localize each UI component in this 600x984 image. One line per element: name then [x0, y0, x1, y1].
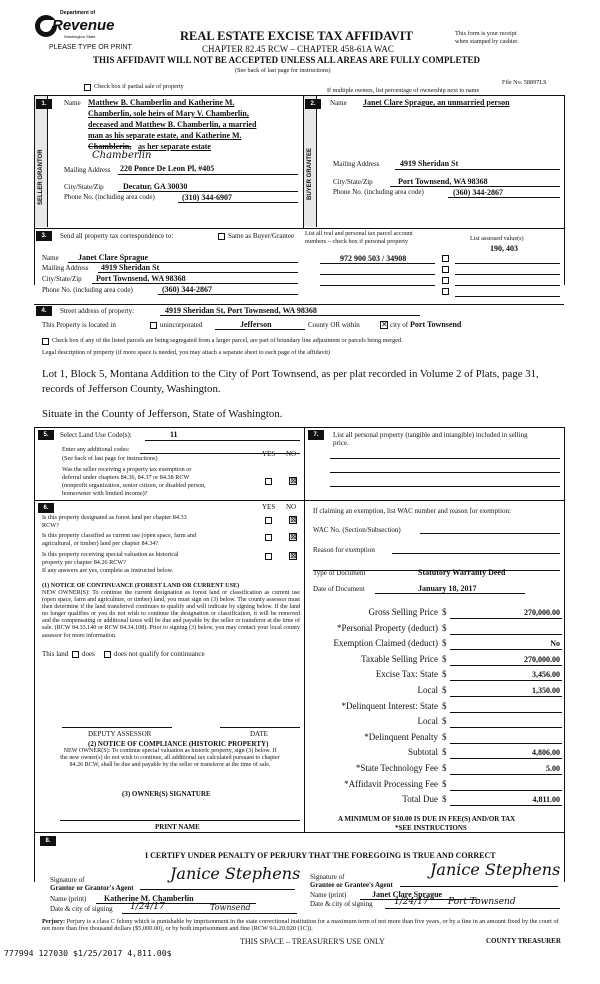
- additional-codes-label-1: Enter any additional codes:: [62, 446, 130, 453]
- print-name-label: PRINT NAME: [155, 823, 200, 831]
- tax-row-label: *Delinquent Interest: State: [341, 701, 438, 711]
- tax-row-value: 3,456.00: [532, 670, 560, 679]
- tax-row-label: Excise Tax: State: [375, 669, 438, 679]
- assessed-value: 190, 403: [490, 244, 518, 253]
- tax-corr-city: Port Townsend, WA 98368: [96, 274, 186, 283]
- tax-row-currency: $: [442, 669, 447, 679]
- s6-q1-line-2: RCW?: [42, 522, 59, 529]
- buyer-mailing: 4919 Sheridan St: [400, 159, 459, 168]
- grantor-city: Townsend: [210, 903, 251, 912]
- parcel-header-1: List all real and personal tax parcel account: [305, 230, 413, 237]
- grantor-sig-label-2: Grantor or Grantor's Agent: [50, 884, 134, 892]
- receipt-note-1: This form is your receipt: [455, 30, 517, 37]
- tax-row-underline: [450, 790, 562, 791]
- tax-row-label: Gross Selling Price: [368, 607, 438, 617]
- exempt-question-2: deferral under chapters 84.36, 84.37 or 84.38 RCW: [62, 474, 190, 481]
- tax-row-underline: [450, 634, 562, 635]
- payment-stamp: 777994 127030 $1/25/2017 4,811.00$: [4, 948, 172, 958]
- tax-row-currency: $: [442, 732, 447, 742]
- seller-handwritten-correction: Chamberlin: [92, 150, 152, 161]
- notice-1-text: NEW OWNER(S): To continue the current designation as forest land or classification as current use (open space, farm and agriculture, or timber) land, you must sign on (3) below. The county assessor must then determine if the land transferred continues to qualify and will indicate by signing below. If the land no longer qualifies or you do not wish to continue the designation or classification, it will be removed and the compensating or additional taxes will be due and payable by the seller or transferor at the time of sale. (RCW 84.33.140 or RCW 84.34.108). Prior to signing (3) below, you may contact your local county assessor for more information.: [42, 590, 300, 639]
- seller-city-label: City/State/Zip: [64, 183, 104, 191]
- grantee-name-label: Name (print): [310, 891, 347, 899]
- tax-row-currency: $: [442, 623, 447, 633]
- tax-corr-name-label: Name: [42, 254, 59, 262]
- tax-row-label: Taxable Selling Price: [361, 654, 438, 664]
- form-warning: THIS AFFIDAVIT WILL NOT BE ACCEPTED UNLESS ALL AREAS ARE FULLY COMPLETED: [93, 55, 481, 65]
- seller-name-struck: Chamblerin,: [88, 142, 132, 151]
- seller-mailing: 220 Ponce De Leon Pl, #405: [120, 164, 215, 173]
- buyer-side-label: BUYER GRANTEE: [307, 147, 313, 200]
- tax-row-underline: [450, 712, 562, 713]
- s6-q2-line-2: agricultural, or timber) land per chapter 84.34?: [42, 540, 159, 547]
- land-does-not-label: does not qualify for continuance: [114, 650, 205, 658]
- logo-sub: Washington State: [64, 34, 96, 39]
- multiple-owners-label: If multiple owners, list percentage of ownership next to name: [327, 87, 480, 94]
- buyer-name-label: Name: [330, 99, 347, 107]
- land-use-yes: YES: [262, 450, 276, 458]
- tax-row-value: 270,000.00: [524, 655, 560, 664]
- tax-corr-city-label: City/State/Zip: [42, 275, 82, 283]
- tax-row-value: No: [550, 639, 560, 648]
- tax-row-label: *Delinquent Penalty: [364, 732, 438, 742]
- tax-row-value: 270,000.00: [524, 608, 560, 617]
- forest-no-checkbox[interactable]: ⊠: [290, 515, 297, 524]
- seller-name-label: Name: [64, 99, 81, 107]
- county-name: Jefferson: [240, 320, 272, 329]
- tax-row-underline: [450, 758, 562, 759]
- grantee-sig-label-2: Grantee or Grantee's Agent: [310, 881, 393, 889]
- document-date-label: Date of Document: [313, 585, 365, 593]
- grantor-sig-label-1: Signature of: [50, 876, 85, 884]
- seller-mailing-label: Mailing Address: [64, 166, 111, 174]
- grantee-sig-label-1: Signature of: [310, 873, 345, 881]
- personal-property-checkbox-3[interactable]: [442, 277, 449, 284]
- seller-city: Decatur, GA 30030: [123, 182, 188, 191]
- tax-row-label: Subtotal: [407, 747, 438, 757]
- tax-row-label: Local: [417, 716, 438, 726]
- parcel-number: 972 900 503 / 34908: [340, 254, 407, 263]
- located-prefix: This Property is located in: [42, 321, 116, 329]
- form-chapter: CHAPTER 82.45 RCW – CHAPTER 458-61A WAC: [202, 44, 394, 54]
- buyer-mailing-label: Mailing Address: [333, 160, 380, 168]
- tax-row-underline: [450, 743, 562, 744]
- tax-correspondence-label: Send all property tax correspondence to:: [60, 232, 174, 240]
- seller-name-line-3: deceased and Matthew B. Chamberlin, a married: [88, 120, 257, 129]
- legal-description-label: Legal description of property (if more space is needed, you may attach a separate sheet to each page of the affidavit): [42, 349, 330, 356]
- seller-phone-label: Phone No. (including area code): [64, 193, 155, 201]
- tax-row-currency: $: [442, 638, 447, 648]
- tax-row-currency: $: [442, 716, 447, 726]
- seller-name-line-2: Chamberlin, sole heirs of Mary V. Chamberlin,: [88, 109, 249, 118]
- grantor-name-label: Name (print): [50, 895, 87, 903]
- section-4-badge: 4.: [36, 306, 52, 316]
- land-does-label: does: [82, 650, 95, 658]
- tax-corr-mailing-label: Mailing Address: [42, 264, 89, 272]
- form-see-back: (See back of last page for instructions): [235, 67, 331, 74]
- tax-row-value: 4,811.00: [532, 795, 560, 804]
- certify-text: I CERTIFY UNDER PENALTY OF PERJURY THAT THE FOREGOING IS TRUE AND CORRECT: [145, 851, 496, 860]
- tax-row-underline: [450, 805, 562, 806]
- section-7-badge: 7.: [308, 430, 324, 440]
- wac-label: WAC No. (Section/Subsection): [313, 526, 401, 534]
- s6-q1-line-1: Is this property designated as forest land per chapter 84.33: [42, 514, 187, 521]
- grantee-name: Janet Clare Sprague: [372, 890, 443, 899]
- tax-row-underline: [450, 649, 562, 650]
- dor-logo: [34, 8, 115, 42]
- tax-row-underline: [450, 727, 562, 728]
- notice-2-text: NEW OWNER(S): To continue special valuation as historic property, sign (3) below. If the new owner(s) do not wish to continue, all additional tax calculated pursuant to chapter 84.26 RCW, shall be due and payable by the seller or transferor at the time of sale.: [60, 748, 280, 769]
- grantor-signature: Janice Stephens: [170, 864, 301, 883]
- land-does-not-checkbox[interactable]: [104, 651, 111, 658]
- s6-q2-line-1: Is this property classified as current use (open space, farm and: [42, 532, 197, 539]
- city-name: Port Townsend: [410, 320, 462, 329]
- grantee-city: Port Townsend: [448, 897, 516, 907]
- tax-row-label: Local: [417, 685, 438, 695]
- tax-row-currency: $: [442, 747, 447, 757]
- section-1-badge: 1.: [36, 99, 52, 109]
- document-type: Statutory Warranty Deed: [418, 568, 506, 577]
- tax-row-label: Total Due: [402, 794, 438, 804]
- section-2-badge: 2.: [305, 99, 321, 109]
- segregated-label: Check box if any of the listed parcels are being segregated from a larger parcel, are part of boundary line adjustment or parcels being merged.: [52, 337, 403, 344]
- receipt-note-2: when stamped by cashier.: [455, 38, 519, 45]
- buyer-city: Port Townsend, WA 98368: [398, 177, 488, 186]
- city-of-label: city of: [390, 321, 409, 329]
- exempt-question-4: homeowner with limited income)?: [62, 490, 148, 497]
- additional-codes-label-2: (See back of last page for instructions): [62, 455, 158, 462]
- personal-property-label-2: price.: [333, 439, 349, 447]
- current-use-no-checkbox[interactable]: ⊠: [290, 532, 297, 541]
- s6-q3-line-2: property per chapter 84.26 RCW?: [42, 559, 127, 566]
- seller-name-line-1: Matthew B. Chamberlin and Katherine M.: [88, 98, 235, 107]
- unincorporated-checkbox[interactable]: [150, 322, 157, 329]
- perjury-label: Perjury:: [42, 918, 66, 925]
- tax-row-currency: $: [442, 701, 447, 711]
- legal-line-2: records of Jefferson County, Washington.: [42, 383, 221, 395]
- logo-word: Revenue: [52, 17, 115, 34]
- tax-row-value: 1,350.00: [532, 686, 560, 695]
- land-use-code: 11: [170, 430, 178, 439]
- form-title: REAL ESTATE EXCISE TAX AFFIDAVIT: [180, 29, 413, 43]
- grantor-date: 1/24/17: [130, 902, 165, 912]
- tax-row-label: *Affidavit Processing Fee: [344, 779, 438, 789]
- partial-sale-label: Check box if partial sale of property: [94, 83, 184, 90]
- same-as-buyer-label: Same as Buyer/Grantee: [228, 232, 295, 240]
- partial-sale-checkbox[interactable]: [84, 84, 91, 91]
- street-address: 4919 Sheridan St, Port Townsend, WA 98368: [165, 306, 317, 315]
- document-type-label: Type of Document: [313, 569, 366, 577]
- tax-row-currency: $: [442, 794, 447, 804]
- grantor-date-label: Date & city of signing: [50, 905, 113, 913]
- tax-row-currency: $: [442, 763, 447, 773]
- s6-q4: If any answers are yes, complete as instructed below.: [42, 567, 174, 574]
- tax-row-label: *Personal Property (deduct): [337, 623, 438, 633]
- assessed-header: List assessed value(s): [470, 235, 524, 242]
- legal-line-1: Lot 1, Block 5, Montana Addition to the City of Port Townsend, as per plat recorded in Volume 2 of Plats, page 31,: [42, 368, 539, 380]
- owner-signature-label: (3) OWNER(S) SIGNATURE: [122, 790, 211, 798]
- exempt-yes-checkbox[interactable]: [265, 478, 272, 485]
- assessor-date-label: DATE: [250, 730, 268, 738]
- minimum-note: A MINIMUM OF $10.00 IS DUE IN FEE(S) AND/OR TAX: [338, 815, 516, 823]
- personal-property-checkbox-1[interactable]: [442, 255, 449, 262]
- tax-corr-mailing: 4919 Sheridan St: [101, 263, 160, 272]
- seller-phone: (310) 344-6907: [182, 193, 232, 202]
- seller-name-last: as her separate estate: [138, 142, 211, 151]
- tax-corr-phone: (360) 344-2867: [162, 285, 212, 294]
- forest-yes-checkbox[interactable]: [265, 517, 272, 524]
- please-type: PLEASE TYPE OR PRINT: [49, 44, 132, 51]
- buyer-name: Janet Clare Sprague, an unmarried person: [363, 98, 510, 107]
- tax-corr-name: Janet Clare Sprague: [78, 253, 149, 262]
- notice-2-title: (2) NOTICE OF COMPLIANCE (HISTORIC PROPERTY): [88, 740, 269, 748]
- section-5-badge: 5.: [38, 430, 54, 440]
- segregated-checkbox[interactable]: [42, 338, 49, 345]
- exemption-claim-label: If claiming an exemption, list WAC number and reason for exemption:: [313, 507, 511, 515]
- see-instructions: *SEE INSTRUCTIONS: [395, 824, 467, 832]
- buyer-phone: (360) 344-2867: [453, 188, 503, 197]
- tax-row-value: 5.00: [546, 764, 560, 773]
- tax-row-underline: [450, 680, 562, 681]
- same-as-buyer-checkbox[interactable]: [218, 233, 225, 240]
- perjury-text: [42, 918, 562, 932]
- seller-side-label: SELLER GRANTOR: [38, 149, 44, 205]
- county-or-within: County OR within: [308, 321, 360, 329]
- exempt-no-checkbox[interactable]: ⊠: [290, 476, 297, 485]
- exempt-question-1: Was the seller receiving a property tax exemption or: [62, 466, 192, 473]
- within-city-checkbox[interactable]: ✕: [381, 320, 388, 329]
- s6-q3-line-1: Is this property receiving special valuation as historical: [42, 551, 179, 558]
- file-number: File No. 58897LS: [502, 79, 547, 86]
- deputy-assessor-label: DEPUTY ASSESSOR: [88, 730, 152, 738]
- exempt-question-3: (nonprofit organization, senior citizen, or disabled person,: [62, 482, 206, 489]
- personal-property-checkbox-4[interactable]: [442, 288, 449, 295]
- tax-row-label: *State Technology Fee: [355, 763, 438, 773]
- this-land-label: This land: [42, 650, 69, 658]
- land-use-no: NO: [286, 450, 297, 458]
- section-3-badge: 3.: [36, 231, 52, 241]
- grantee-date: 1/24/17: [394, 897, 429, 907]
- buyer-phone-label: Phone No. (including area code): [333, 188, 424, 196]
- current-use-yes-checkbox[interactable]: [265, 534, 272, 541]
- perjury-body: Perjury is a class C felony which is punishable by imprisonment in the state correctional institution for a maximum term of not more than five years, or by a fine in an amount fixed by the court of not more than five thousand dollars ($5,000.00), or by both imprisonment and fine (RCW 9A.20.020 (1C)).: [42, 918, 559, 933]
- tax-row-currency: $: [442, 685, 447, 695]
- county-treasurer: COUNTY TREASURER: [486, 937, 561, 945]
- street-label: Street address of property:: [60, 307, 135, 315]
- grantor-name: Katherine M. Chamberlin: [104, 894, 194, 903]
- unincorporated-label: unincorporated: [160, 321, 203, 329]
- tax-row-currency: $: [442, 607, 447, 617]
- notice-1-title: (1) NOTICE OF CONTINUANCE (FOREST LAND OR CURRENT USE): [42, 582, 240, 589]
- exemption-reason-label: Reason for exemption: [313, 546, 375, 554]
- tax-row-underline: [450, 696, 562, 697]
- tax-row-label: Exemption Claimed (deduct): [333, 638, 438, 648]
- buyer-city-label: City/State/Zip: [333, 178, 373, 186]
- historic-yes-checkbox[interactable]: [265, 553, 272, 560]
- tax-corr-phone-label: Phone No. (including area code): [42, 286, 133, 294]
- personal-property-checkbox-2[interactable]: [442, 266, 449, 273]
- legal-line-3: Situate in the County of Jefferson, State of Washington.: [42, 408, 283, 420]
- section-8-badge: 8.: [40, 836, 56, 846]
- tax-row-currency: $: [442, 779, 447, 789]
- tax-row-value: 4,806.00: [532, 748, 560, 757]
- land-does-checkbox[interactable]: [72, 651, 79, 658]
- document-date: January 18, 2017: [418, 584, 477, 593]
- tax-row-underline: [450, 618, 562, 619]
- tax-row-underline: [450, 665, 562, 666]
- s6-no: NO: [286, 503, 297, 511]
- land-use-label: Select Land Use Code(s):: [60, 431, 132, 439]
- section-6-badge: 6.: [38, 503, 54, 513]
- personal-property-label-1: List all personal property (tangible and intangible) included in selling: [333, 431, 528, 439]
- s6-yes: YES: [262, 503, 276, 511]
- historic-no-checkbox[interactable]: ⊠: [290, 551, 297, 560]
- tax-row-currency: $: [442, 654, 447, 664]
- parcel-header-2: numbers – check box if personal property: [305, 238, 409, 245]
- grantee-signature: Janice Stephens: [430, 860, 561, 879]
- treasurer-space: THIS SPACE – TREASURER'S USE ONLY: [240, 937, 385, 946]
- seller-name-line-4: man as his separate estate, and Katherine M.: [88, 131, 242, 140]
- tax-row-underline: [450, 774, 562, 775]
- grantee-date-label: Date & city of signing: [310, 900, 373, 908]
- logo-top: Department of: [60, 10, 96, 16]
